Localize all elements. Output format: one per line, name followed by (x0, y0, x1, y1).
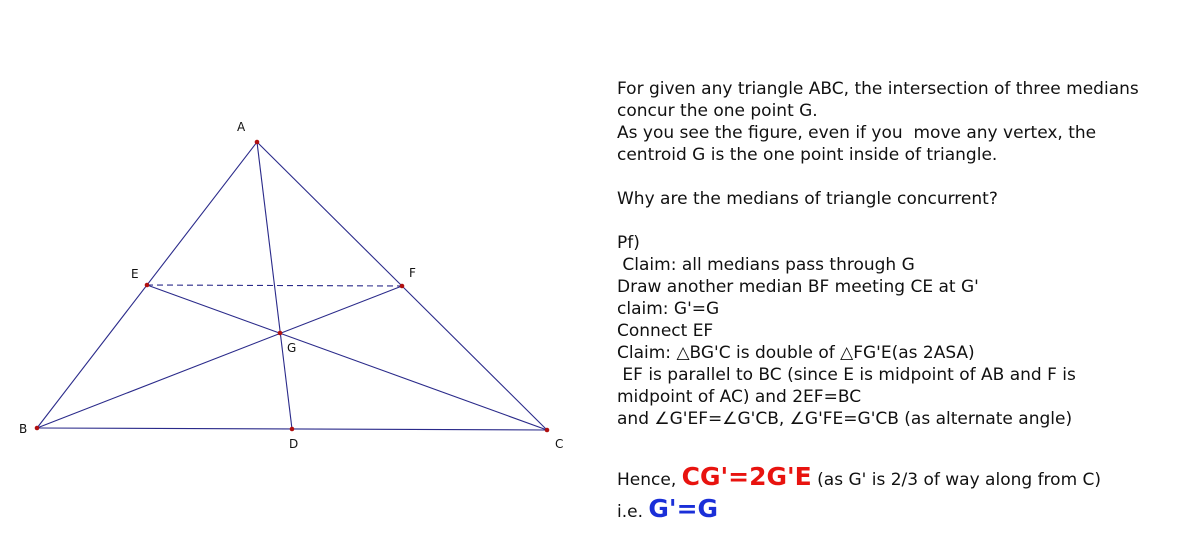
question-line: Why are the medians of triangle concurrent? (617, 189, 998, 209)
intro-line-4: centroid G is the one point inside of triangle. (617, 145, 998, 165)
claim-3-mid2: FG'E(as 2ASA) (853, 343, 975, 363)
hence-prefix: Hence, (617, 470, 682, 490)
intro-line-3: As you see the figure, even if you move any vertex, the (617, 123, 1097, 143)
claim-line-1: Claim: all medians pass through G (617, 255, 915, 275)
hence-suffix: (as G' is 2/3 of way along from C) (811, 470, 1102, 490)
point-g (278, 331, 283, 336)
point-b (35, 426, 40, 431)
label-c: C (555, 437, 564, 451)
label-d: D (289, 437, 299, 451)
parallel-line-2: midpoint of AC) and 2EF=BC (617, 387, 862, 407)
label-a: A (237, 120, 246, 134)
pf-label: Pf) (617, 233, 640, 253)
point-d (290, 427, 295, 432)
triangle-icon: △ (676, 343, 690, 363)
claim-line-3 (617, 342, 1177, 364)
hence-highlight: CG'=2G'E (681, 462, 812, 491)
point-f (400, 284, 405, 289)
ie-highlight: G'=G (648, 494, 719, 523)
step-line-2: Connect EF (617, 321, 714, 341)
label-e: E (131, 267, 139, 281)
intro-line-2: concur the one point G. (617, 101, 818, 121)
ie-prefix: i.e. (617, 502, 649, 522)
point-c (545, 428, 550, 433)
point-a (255, 140, 260, 145)
label-b: B (19, 422, 28, 436)
label-g: G (287, 341, 297, 355)
intro-line-1: For given any triangle ABC, the intersection of three medians (617, 79, 1139, 99)
triangle-icon: △ (840, 343, 854, 363)
claim-3-mid1: BG'C is double of (689, 343, 841, 363)
proof-text-panel (617, 78, 1177, 524)
ie-line (617, 494, 1177, 524)
claim-3-prefix: Claim: (617, 343, 677, 363)
point-e (145, 283, 150, 288)
hence-line (617, 460, 1177, 494)
label-f: F (409, 266, 416, 280)
step-line-1: Draw another median BF meeting CE at G' (617, 277, 979, 297)
parallel-line-1: EF is parallel to BC (since E is midpoint of AB and F is (617, 365, 1076, 385)
median-ce (147, 285, 547, 430)
claim-line-2: claim: G'=G (617, 299, 720, 319)
angles-line: and ∠G'EF=∠G'CB, ∠G'FE=G'CB (as alternate angle) (617, 409, 1073, 429)
